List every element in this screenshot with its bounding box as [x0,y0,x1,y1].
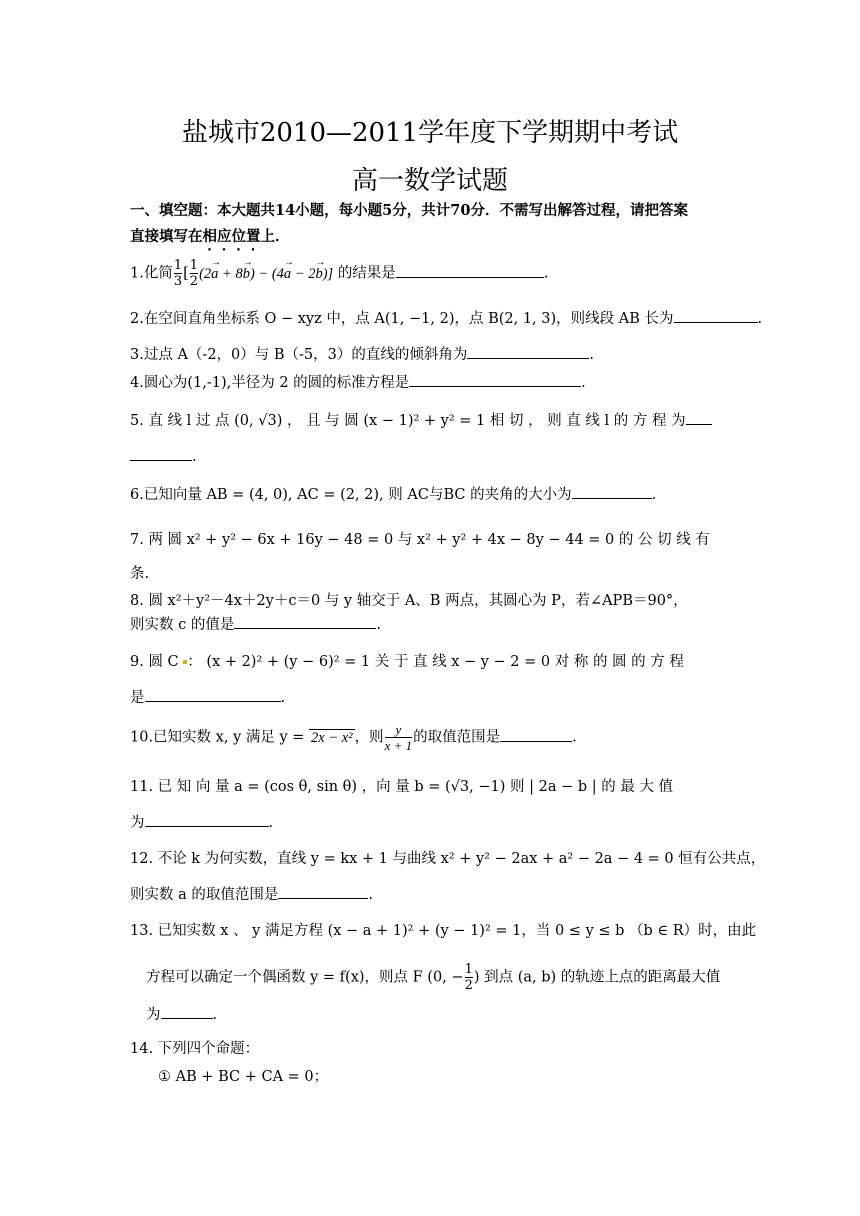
question-9-continued [130,687,730,709]
q12-line1: 12. 不论 k 为何实数，直线 y = kx + 1 与曲线 x² + y² − 2ax + a² − 2a − 4 = 0 恒有公共点， [130,851,766,867]
q4-end: . [581,375,586,391]
q13-line2-b: ) 到点 (a, b) 的轨迹上点的距离最大值 [473,969,721,986]
q11-line1: 11. 已 知 向 量 a = (cos θ, sin θ) ，向 量 b = (√3, −1) 则 | 2a − b | 的 最 大 值 [130,779,674,795]
q8-answer-blank[interactable] [234,614,376,629]
question-12 [130,848,766,870]
q10-denominator: x + 1 [384,738,413,753]
q6-answer-blank[interactable] [572,484,652,499]
q9-end: . [280,690,286,706]
q1-fraction-one-third: $\frac{1}{3}$ [173,258,183,289]
q4-answer-blank[interactable] [409,372,581,387]
q9-line1-b: ： (x + 2)² + (y − 6)² = 1 关 于 直 线 x − y − 2 = 0 对 称 的 圆 的 方 程 [187,654,684,670]
q9-line2: 是 [130,690,145,706]
q8-end: . [376,617,381,633]
q13-end: . [212,1007,218,1023]
q14-line1: 14. 下列四个命题： [130,1041,260,1057]
q8-line2: 则实数 c 的值是 [130,617,235,633]
q3-end: . [589,347,594,363]
question-5-continued [130,446,730,468]
q10-fraction [385,722,413,753]
instr-part-emphasis: 相应位置 [202,228,261,245]
q9-line1-a: 9. 圆 C [130,654,179,670]
q10-numerator: y [395,722,402,737]
q11-end: . [268,815,274,831]
q1-suffix: 的结果是 [337,265,396,282]
q10-sqrt-expression: 2x − x² [311,729,353,746]
q1-fraction-one-half: $\frac{1}{2}$ [189,258,199,289]
question-7 [130,529,730,551]
q7-line1: 7. 两 圆 x² + y² − 6x + 16y − 48 = 0 与 x² + y² + 4x − 8y − 44 = 0 的 公 切 线 有 [130,532,710,548]
question-11 [130,776,730,798]
q12-answer-blank[interactable] [278,884,368,899]
q5-answer-blank-a[interactable] [686,410,712,425]
q7-line2: 条. [130,566,150,582]
q13-fraction-one-half: $\frac{1}{2}$ [464,962,473,993]
q1-answer-blank[interactable] [396,263,544,278]
instr-part-c: 上． [260,228,290,245]
question-9 [130,651,730,673]
q13-line2-a: 方程可以确定一个偶函数 y = f(x)，则点 F (0, − [146,969,464,986]
q10-prefix: 10.已知实数 x, y 满足 y = [130,729,310,746]
question-14 [130,1038,730,1060]
question-3 [130,344,730,366]
q13-line3: 为 [146,1007,161,1023]
q5-end: . [192,449,197,465]
q2-text: 2.在空间直角坐标系 O − xyz 中，点 A(1, −1, 2)，点 B(2, 1, 3)，则线段 AB 长为 [130,311,674,327]
q12-end: . [368,887,373,903]
q10-mid: ，则 [354,729,384,746]
question-8-continued [130,614,730,636]
q5-line1: 5. 直 线 l 过 点 (0, √3) ， 且 与 圆 (x − 1)² + y² = 1 相 切 ， 则 直 线 l 的 方 程 为 [130,413,686,429]
question-2 [130,308,763,330]
q11-line2: 为 [130,815,145,831]
q1-end: . [543,265,549,282]
q3-text: 3.过点 A（-2，0）与 B（-5，3）的直线的倾斜角为 [130,347,468,363]
q2-answer-blank[interactable] [674,308,758,323]
question-12-continued [130,884,730,906]
q10-suffix: 的取值范围是 [413,729,501,746]
question-10 [130,722,730,753]
q6-end: . [651,487,657,503]
exam-title: 盐城市2010—2011学年度下学期期中考试 [181,118,679,148]
question-1: 1.化简 $\frac{1}{3}$ [ $\frac{1}{2}$ (2→ a + 8→ b) − (4→ a − 2→ b)] 的结果是 . [130,258,730,289]
question-5 [130,410,730,432]
q4-text: 4.圆心为(1,-1),半径为 2 的圆的标准方程是 [130,375,410,391]
exam-subtitle: 高一数学试题 [351,166,508,196]
section-instructions-line2 [130,224,730,254]
q2-end: . [757,311,763,327]
q1-prefix: 1.化简 [130,265,173,282]
q10-end: . [572,729,577,746]
q11-answer-blank[interactable] [145,812,269,827]
question-6 [130,484,730,506]
q6-text: 6.已知向量 AB = (4, 0), AC = (2, 2), 则 AC与BC 的夹角的大小为 [130,487,572,503]
question-13-last [146,1004,746,1026]
instr-part-a: 直接填写在 [130,228,203,245]
section-instructions [130,198,730,254]
q3-answer-blank[interactable] [467,344,589,359]
question-13-continued [146,962,746,993]
q12-line2: 则实数 a 的取值范围是 [130,887,279,903]
q13-line1: 13. 已知实数 x 、 y 满足方程 (x − a + 1)² + (y − 1)² = 1，当 0 ≤ y ≤ b （b ∈ R）时，由此 [130,923,757,939]
q14-item1-text: ① AB + BC + CA = 0； [158,1069,329,1085]
q9-answer-blank[interactable] [145,687,281,702]
question-8 [130,590,730,612]
q13-answer-blank[interactable] [161,1004,213,1019]
question-11-continued [130,812,730,834]
section-instructions-line1: 一、填空题：本大题共14小题，每小题5分，共计70分．不需写出解答过程，请把答案 [130,202,688,219]
question-14-item-1 [158,1066,758,1088]
q8-line1: 8. 圆 x²＋y²－4x＋2y＋c＝0 与 y 轴交于 A、B 两点，其圆心为 P，若∠APB＝90°， [130,593,688,609]
q10-answer-blank[interactable] [500,727,572,742]
question-13 [130,920,757,942]
q1-expression: (2→ a + 8→ b) − (4→ a − 2→ b)] [199,266,333,282]
question-7-continued [130,563,730,585]
question-4 [130,372,730,394]
q5-answer-blank-b[interactable] [130,446,192,461]
